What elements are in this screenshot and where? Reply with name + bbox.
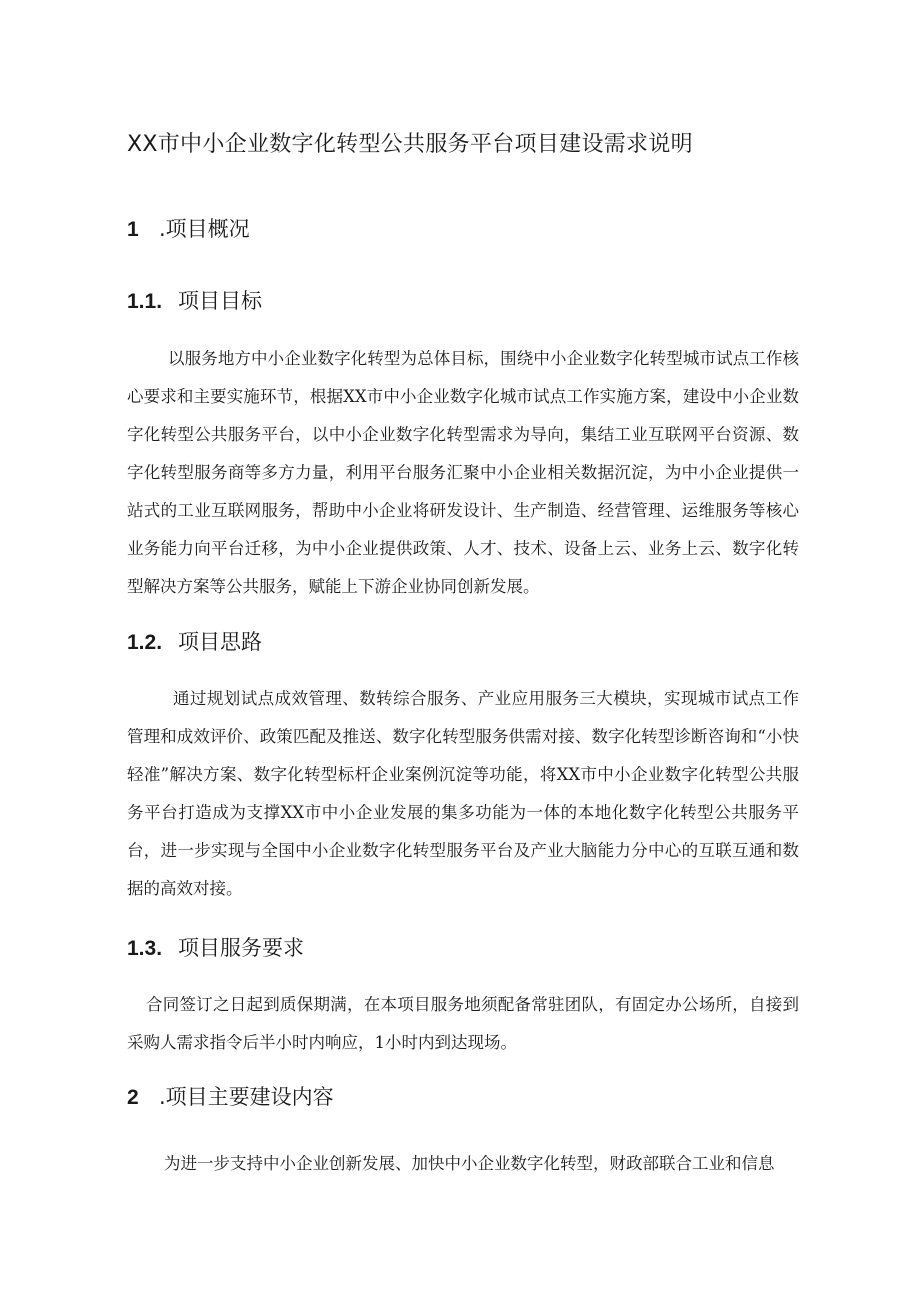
subsection-heading-text: 项目目标 xyxy=(178,289,262,313)
service-requirements-paragraph: 合同签订之日起到质保期满，在本项目服务地须配备常驻团队，有固定办公场所，自接到采购人需求指令后半小时内响应，1小时内到达现场。 xyxy=(127,995,799,1052)
section-2-heading xyxy=(127,1081,334,1114)
project-goal-paragraph: 以服务地方中小企业数字化转型为总体目标，围绕中小企业数字化转型城市试点工作核心要求和主要实施环节，根据XX市中小企业数字化城市试点工作实施方案，建设中小企业数字化转型公共服务平台，以中小企业数字化转型需求为导向，集结工业互联网平台资源、数字化转型服务商等多方力量，利用平台服务汇聚中小企业相关数据沉淀，为中小企业提供一站式的工业互联网服务，帮助中小企业将研发设计、生产制造、经营管理、运维服务等核心业务能力向平台迁移，为中小企业提供政策、人才、技术、设备上云、业务上云、数字化转型解决方案等公共服务，赋能上下游企业协同创新发展。 xyxy=(127,349,799,596)
section-1-heading xyxy=(127,213,250,246)
document-title: XX市中小企业数字化转型公共服务平台项目建设需求说明 xyxy=(127,132,693,157)
section-heading-text: .项目概况 xyxy=(159,217,250,241)
subsection-1-3-heading xyxy=(127,932,304,965)
section-number: 1 xyxy=(127,218,139,241)
subsection-number: 1.3. xyxy=(127,937,163,960)
subsection-1-1-heading xyxy=(127,285,262,318)
subsection-number: 1.2. xyxy=(127,631,163,654)
subsection-number: 1.1. xyxy=(127,290,163,313)
subsection-1-2-heading xyxy=(127,626,262,659)
project-approach-paragraph: 通过规划试点成效管理、数转综合服务、产业应用服务三大模块，实现城市试点工作管理和成效评价、政策匹配及推送、数字化转型服务供需对接、数字化转型诊断咨询和“小快轻准”解决方案、数字化转型标杆企业案例沉淀等功能，将XX市中小企业数字化转型公共服务平台打造成为支撑XX市中小企业发展的集多功能为一体的本地化数字化转型公共服务平台，进一步实现与全国中小企业数字化转型服务平台及产业大脑能力分中心的互联互通和数据的高效对接。 xyxy=(127,689,799,898)
construction-content-paragraph: 为进一步支持中小企业创新发展、加快中小企业数字化转型，财政部联合工业和信息 xyxy=(164,1154,775,1173)
section-heading-text: .项目主要建设内容 xyxy=(159,1085,334,1109)
subsection-heading-text: 项目服务要求 xyxy=(178,936,304,960)
subsection-heading-text: 项目思路 xyxy=(178,630,262,654)
section-number: 2 xyxy=(127,1086,139,1109)
